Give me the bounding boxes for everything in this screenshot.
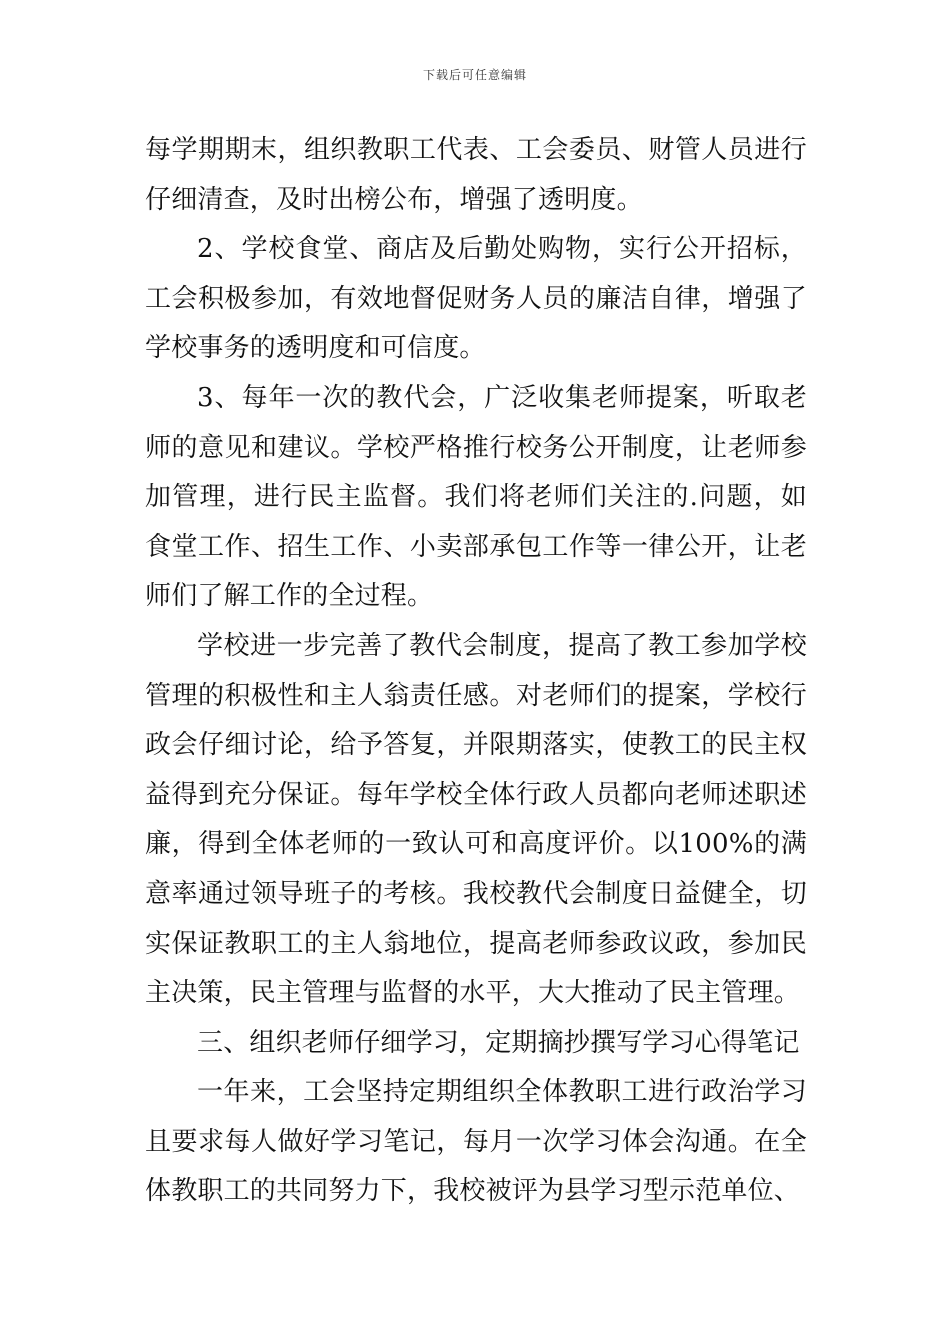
paragraph: 3、每年一次的教代会，广泛收集老师提案，听取老师的意见和建议。学校严格推行校务公开制度，让老师参加管理，进行民主监督。我们将老师们关注的.问题，如食堂工作、招生工作、小卖部承包工作等一律公开，让老师们了解工作的全过程。 [145,382,807,612]
header-note: 下载后可任意编辑 [422,68,527,82]
paragraph: 每学期期末，组织教职工代表、工会委员、财管人员进行仔细清查，及时出榜公布，增强了透明度。 [145,135,807,215]
section-heading: 三、组织老师仔细学习，定期摘抄撰写学习心得笔记 [197,1027,800,1058]
paragraph: 学校进一步完善了教代会制度，提高了教工参加学校管理的积极性和主人翁责任感。对老师们的提案，学校行政会仔细讨论，给予答复，并限期落实，使教工的民主权益得到充分保证。每年学校全体行政人员都向老师述职述廉，得到全体老师的一致认可和高度评价。以100%的满意率通过领导班子的考核。我校教代会制度日益健全，切实保证教职工的主人翁地位，提高老师参政议政，参加民主决策，民主管理与监督的水平，大大推动了民主管理。 [145,630,807,1009]
document-body [145,126,807,1217]
paragraph: 2、学校食堂、商店及后勤处购物，实行公开招标，工会积极参加，有效地督促财务人员的廉洁自律，增强了学校事务的透明度和可信度。 [145,234,807,364]
paragraph: 一年来，工会坚持定期组织全体教职工进行政治学习且要求每人做好学习笔记，每月一次学习体会沟通。在全体教职工的共同努力下，我校被评为县学习型示范单位、 [145,1077,807,1207]
